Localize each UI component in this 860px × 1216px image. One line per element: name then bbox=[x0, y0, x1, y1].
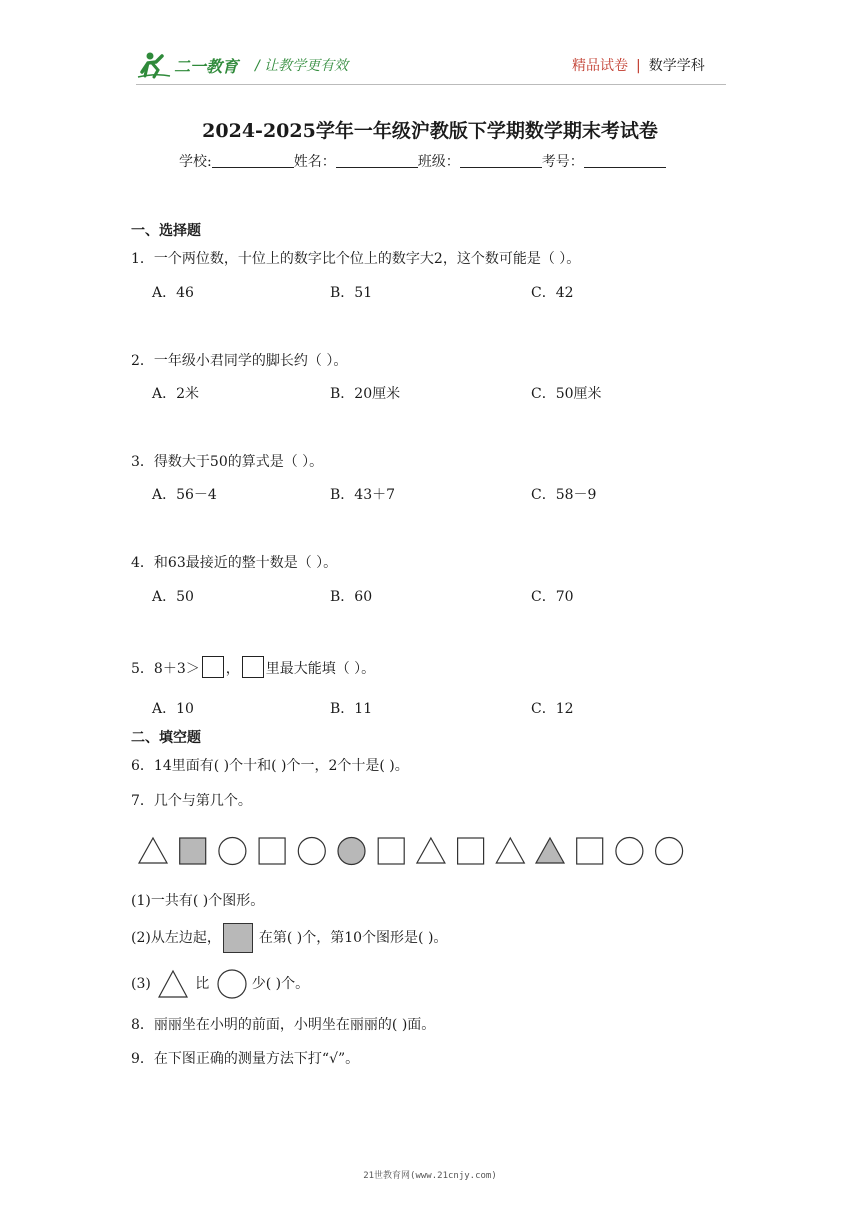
school-label: 学校: bbox=[179, 154, 212, 170]
number-field[interactable] bbox=[584, 153, 666, 168]
answer-box bbox=[242, 656, 264, 678]
question-stem: 4．和63最接近的整十数是（ ）。 bbox=[131, 555, 338, 571]
circle-shape-icon bbox=[298, 838, 325, 865]
gray-square-icon bbox=[223, 923, 253, 953]
student-info bbox=[179, 151, 666, 171]
name-field[interactable] bbox=[336, 153, 418, 168]
option-b[interactable]: B．11 bbox=[330, 701, 373, 717]
number-label: 考号： bbox=[541, 154, 584, 170]
option-c[interactable]: C．12 bbox=[531, 701, 574, 717]
square-shape-icon bbox=[458, 838, 484, 864]
question-6: 6．14里面有( )个十和( )个一，2个十是( )。 bbox=[131, 758, 409, 774]
option-a[interactable]: A．56－4 bbox=[152, 487, 217, 503]
q7-3-compare: 比 bbox=[195, 976, 210, 992]
option-b[interactable]: B．43＋7 bbox=[330, 487, 396, 503]
circle-shape-icon bbox=[219, 838, 246, 865]
school-field[interactable] bbox=[212, 153, 294, 168]
option-c[interactable]: C．42 bbox=[531, 285, 574, 301]
square-shape-icon bbox=[180, 838, 206, 864]
shape-row bbox=[136, 834, 696, 868]
slogan: / 让教学更有效 bbox=[255, 58, 349, 74]
question-7-2 bbox=[131, 922, 447, 954]
triangle-icon bbox=[157, 969, 189, 999]
option-a[interactable]: A．2米 bbox=[152, 386, 200, 402]
question-7-1: (1)一共有( )个图形。 bbox=[131, 893, 265, 909]
triangle-shape-icon bbox=[536, 838, 564, 863]
circle-icon bbox=[216, 968, 248, 1000]
stem-comma: ， bbox=[225, 661, 240, 677]
class-field[interactable] bbox=[460, 153, 542, 168]
option-b[interactable]: B．20厘米 bbox=[330, 386, 401, 402]
q7-2-suffix: 在第( )个，第10个图形是( )。 bbox=[258, 930, 448, 946]
question-8: 8．丽丽坐在小明的前面，小明坐在丽丽的( )面。 bbox=[131, 1017, 436, 1033]
section-title: 二、填空题 bbox=[131, 730, 201, 746]
option-c[interactable]: C．50厘米 bbox=[531, 386, 602, 402]
square-shape-icon bbox=[378, 838, 404, 864]
header-right bbox=[572, 55, 705, 75]
stem-suffix: 里最大能填（ ）。 bbox=[265, 661, 376, 677]
page-footer: 21世教育网(www.21cnjy.com) bbox=[363, 1171, 497, 1181]
question-stem bbox=[131, 656, 375, 678]
question-stem: 3．得数大于50的算式是（ ）。 bbox=[131, 454, 324, 470]
brand-logo bbox=[136, 50, 246, 80]
option-a[interactable]: A．10 bbox=[152, 701, 194, 717]
header-subject: 数学学科 bbox=[648, 58, 705, 74]
question-7: 7．几个与第几个。 bbox=[131, 793, 252, 809]
header-tag: 精品试卷 bbox=[572, 58, 628, 74]
page-title: 2024-2025学年一年级沪教版下学期数学期末考试卷 bbox=[202, 120, 658, 142]
option-c[interactable]: C．58－9 bbox=[531, 487, 597, 503]
option-b[interactable]: B．60 bbox=[330, 589, 373, 605]
square-shape-icon bbox=[259, 838, 285, 864]
option-a[interactable]: A．50 bbox=[152, 589, 194, 605]
header-divider bbox=[136, 84, 726, 85]
answer-box bbox=[202, 656, 224, 678]
option-a[interactable]: A．46 bbox=[152, 285, 194, 301]
section-title: 一、选择题 bbox=[131, 223, 201, 239]
q7-3-suffix: 少( )个。 bbox=[251, 976, 310, 992]
name-label: 姓名： bbox=[293, 154, 336, 170]
q7-2-prefix: (2)从左边起， bbox=[131, 930, 221, 946]
circle-shape-icon bbox=[616, 838, 643, 865]
question-7-3 bbox=[131, 968, 309, 1000]
q7-3-prefix: (3) bbox=[131, 976, 151, 992]
square-shape-icon bbox=[577, 838, 603, 864]
triangle-shape-icon bbox=[496, 838, 524, 863]
triangle-shape-icon bbox=[139, 838, 167, 863]
question-9: 9．在下图正确的测量方法下打“√”。 bbox=[131, 1051, 360, 1067]
question-stem: 2．一年级小君同学的脚长约（ ）。 bbox=[131, 353, 348, 369]
triangle-shape-icon bbox=[417, 838, 445, 863]
logo-text: 二一教育 bbox=[174, 57, 239, 76]
question-stem: 1．一个两位数，十位上的数字比个位上的数字大2，这个数可能是（ ）。 bbox=[131, 251, 581, 267]
circle-shape-icon bbox=[338, 838, 365, 865]
option-c[interactable]: C．70 bbox=[531, 589, 574, 605]
option-b[interactable]: B．51 bbox=[330, 285, 373, 301]
header-separator: | bbox=[636, 58, 641, 74]
class-label: 班级： bbox=[417, 154, 460, 170]
circle-shape-icon bbox=[656, 838, 683, 865]
stem-prefix: 5．8＋3＞ bbox=[131, 661, 200, 677]
